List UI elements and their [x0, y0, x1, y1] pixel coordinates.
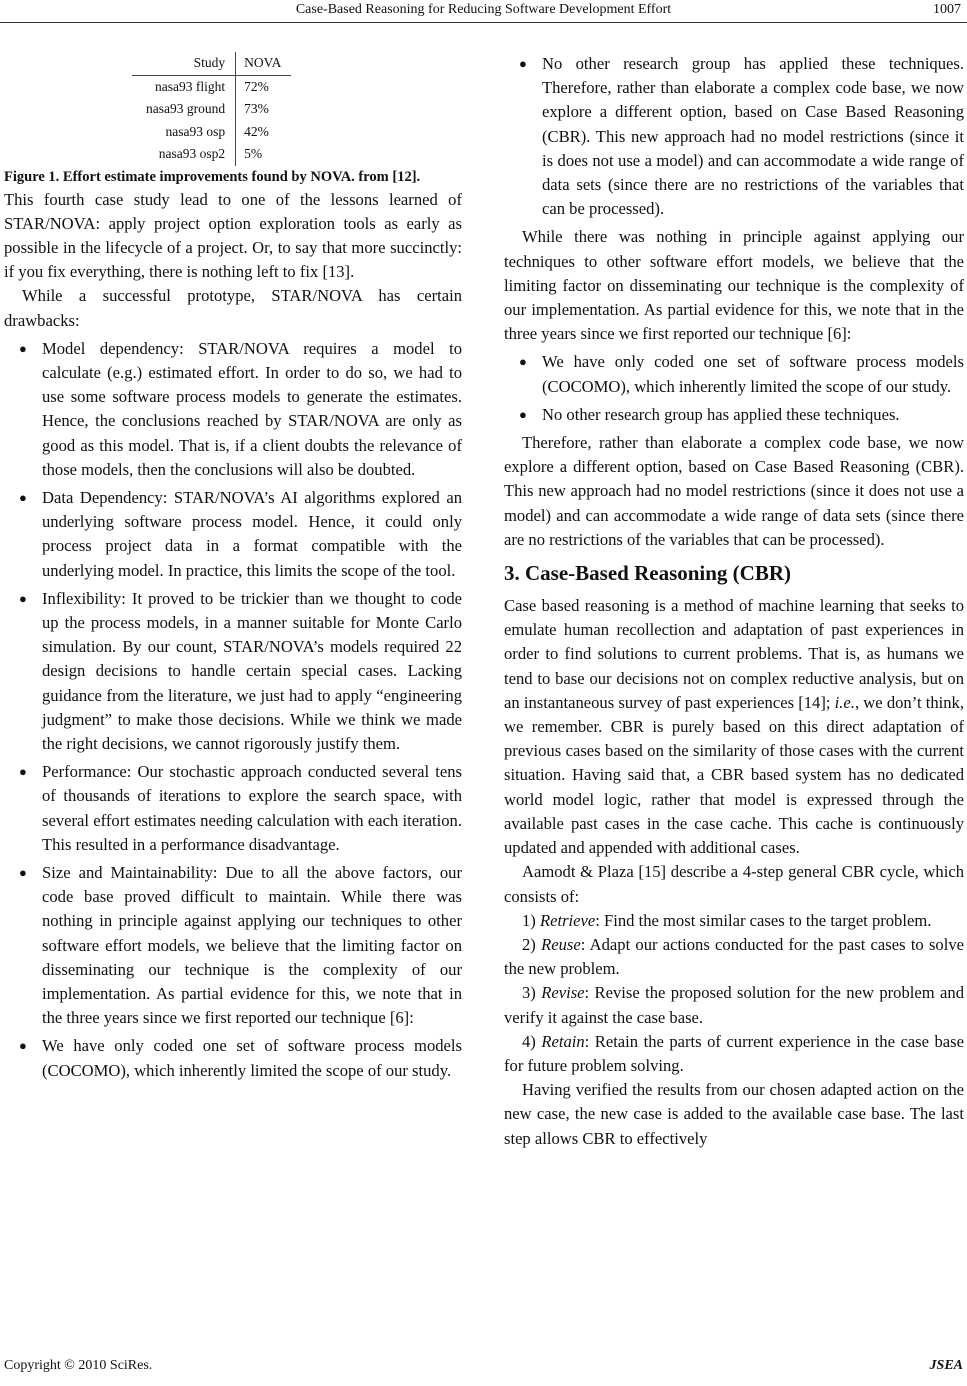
step-text: : Revise the proposed solution for the new problem and verify it against the case base. [504, 983, 964, 1027]
list-item [504, 403, 964, 427]
step-term: Retrieve [539, 910, 596, 930]
cbr-step [504, 933, 964, 981]
bullet-icon: ● [19, 340, 27, 356]
step-number: 4) [522, 1031, 542, 1051]
table-row [132, 75, 291, 98]
list-item-text: Data Dependency: STAR/NOVA’s AI algorithms explored an underlying software process model. Hence, it could only process project data in a format compatible with the underlying model. In practice, this limits the scope of the tool. [42, 487, 462, 580]
list-item [4, 1034, 462, 1082]
list-item [4, 760, 462, 857]
paragraph: Having verified the results from our chosen adapted action on the new case, the new case is added to the available case base. The last step allows CBR to effectively [504, 1080, 964, 1148]
table-row [132, 121, 291, 144]
table-header-row [132, 52, 291, 75]
cbr-step [504, 981, 964, 1029]
paragraph: This fourth case study lead to one of the lessons learned of STAR/NOVA: apply project option exploration tools as early as possible in the lifecycle of a project. Or, to say that more succinctly: if you fix everything, there is nothing left to fix [13]. [4, 189, 462, 282]
text-run: , we don’t think, we remember. CBR is purely based on this direct adaptation of previous cases based on the similarity of those cases with the current situation. Having said that, a CBR based system has no dedicated world model logic, rather that model is expressed through the available past cases in the case cache. This cache is continuously updated and appended with additional cases. [504, 692, 964, 858]
bullet-icon: ● [19, 764, 27, 780]
text-run-italic: i.e. [834, 692, 855, 712]
step-text: : Retain the parts of current experience in the case base for future problem solving. [504, 1031, 964, 1075]
list-item-text: Performance: Our stochastic approach conducted several tens of thousands of iterations to explore the search space, with several effort estimates needing calculation with each iteration. This resulted in a performance disadvantage. [42, 762, 462, 854]
list-item [4, 861, 462, 1030]
bullet-icon: ● [19, 864, 27, 880]
step-term: Revise [541, 983, 585, 1003]
figure-1-table [132, 52, 291, 166]
right-column [504, 52, 964, 1151]
section-heading: 3. Case-Based Reasoning (CBR) [504, 561, 792, 586]
list-item [4, 486, 462, 583]
bullet-icon: ● [19, 590, 27, 606]
list-item-text: No other research group has applied these techniques. [542, 404, 900, 424]
cbr-step [504, 1030, 964, 1078]
table-cell-study: nasa93 flight [132, 75, 236, 98]
bullet-icon: ● [19, 489, 27, 505]
evidence-list [504, 350, 964, 427]
list-item-text: We have only coded one set of software process models (COCOMO), which inherently limited the scope of our study. [542, 352, 964, 396]
left-column [4, 52, 462, 1087]
list-item-text: Inflexibility: It proved to be trickier than we thought to code up the process models, in a manner suitable for Monte Carlo simulation. By our count, STAR/NOVA’s models required 22 design decisions to handle certain special cases. Lacking guidance from the literature, we just had to apply “engineering judgment” to make those decisions. While we think we made the right decisions, we cannot rigorously justify them. [42, 588, 462, 753]
bullet-icon: ● [519, 406, 527, 422]
paragraph [504, 594, 964, 860]
list-item [4, 337, 462, 482]
continued-list [504, 52, 964, 221]
running-header-title: Case-Based Reasoning for Reducing Software Development Effort [295, 2, 672, 17]
page-number: 1007 [933, 2, 961, 17]
table-row [132, 143, 291, 166]
table-cell-nova: 5% [244, 146, 263, 161]
table-cell-nova: 42% [244, 123, 269, 139]
table-cell-study: nasa93 osp2 [132, 143, 236, 166]
list-item-text: Size and Maintainability: Due to all the above factors, our code base proved difficult to maintain. While there was nothing in principle against applying our techniques to other software effort models, we believe that the limiting factor on disseminating our technique is the complexity of our implementation. As partial evidence for this, we note that in the three years since we first reported our technique [6]: [42, 862, 462, 1028]
table-header-nova: NOVA [236, 52, 292, 75]
table-cell-study: nasa93 osp [132, 121, 236, 144]
cbr-step [504, 909, 964, 933]
table-row [132, 98, 291, 121]
table-header-study: Study [132, 52, 236, 75]
figure-caption: Figure 1. Effort estimate improvements found by NOVA. from [12]. [4, 168, 421, 185]
paragraph: While there was nothing in principle against applying our techniques to other software effort models, we believe that the limiting factor on disseminating our technique is the complexity of our implementation. As partial evidence for this, we note that in the three years since we first reported our technique [6]: [504, 227, 964, 344]
copyright-notice: Copyright © 2010 SciRes. [4, 1358, 153, 1373]
step-text: : Find the most similar cases to the target problem. [595, 910, 932, 930]
bullet-icon: ● [519, 354, 527, 370]
bullet-icon: ● [519, 56, 527, 71]
table-cell-nova: 72% [244, 78, 269, 94]
step-number: 2) [522, 934, 542, 954]
list-item-text: We have only coded one set of software process models (COCOMO), which inherently limited the scope of our study. [42, 1036, 462, 1080]
paragraph: While a successful prototype, STAR/NOVA has certain drawbacks: [4, 286, 462, 330]
list-item [504, 350, 964, 398]
list-item [4, 587, 462, 756]
header-rule [0, 22, 967, 23]
step-text: : Adapt our actions conducted for the past cases to solve the new problem. [504, 934, 964, 979]
step-number: 1) [522, 910, 540, 930]
text-run: Case based reasoning is a method of machine learning that seeks to emulate human recollection and adaptation of past experiences in order to find solutions to current problems. That is, as humans we tend to base our decisions not on complex reductive analysis, but on an instantaneous survey of past experiences [14]; [504, 596, 964, 712]
step-number: 3) [522, 983, 542, 1003]
list-item-text: Model dependency: STAR/NOVA requires a model to calculate (e.g.) estimated effort. In order to do so, we had to use some software process models to generate the estimates. Hence, the conclusions reached by STAR/NOVA are only as good as this model. That is, if a client doubts the relevance of those models, then the conclusions will also be doubted. [42, 338, 462, 479]
paragraph: Therefore, rather than elaborate a complex code base, we now explore a different option, based on Case Based Reasoning (CBR). This new approach had no model restrictions (since it does not use a model) and can accommodate a wide range of data sets (since there are no restrictions of the variables that can be processed). [504, 433, 964, 549]
drawbacks-list [4, 337, 462, 1083]
step-term: Reuse [541, 934, 581, 954]
list-item [504, 52, 964, 221]
table-cell-study: nasa93 ground [132, 98, 236, 121]
journal-abbreviation: JSEA [929, 1358, 963, 1373]
list-item-text: No other research group has applied these techniques. Therefore, rather than elaborate a complex code base, we now explore a different option, based on Case Based Reasoning (CBR). This new approach had no model restrictions (since it is does not use a model) and can accommodate a wide range of data sets (since there are no restrictions of the variables that can be processed). [542, 54, 964, 219]
bullet-icon: ● [19, 1038, 27, 1054]
table-cell-nova: 73% [244, 101, 269, 116]
step-term: Retain [541, 1031, 585, 1051]
paragraph: Aamodt & Plaza [15] describe a 4-step general CBR cycle, which consists of: [504, 862, 964, 906]
